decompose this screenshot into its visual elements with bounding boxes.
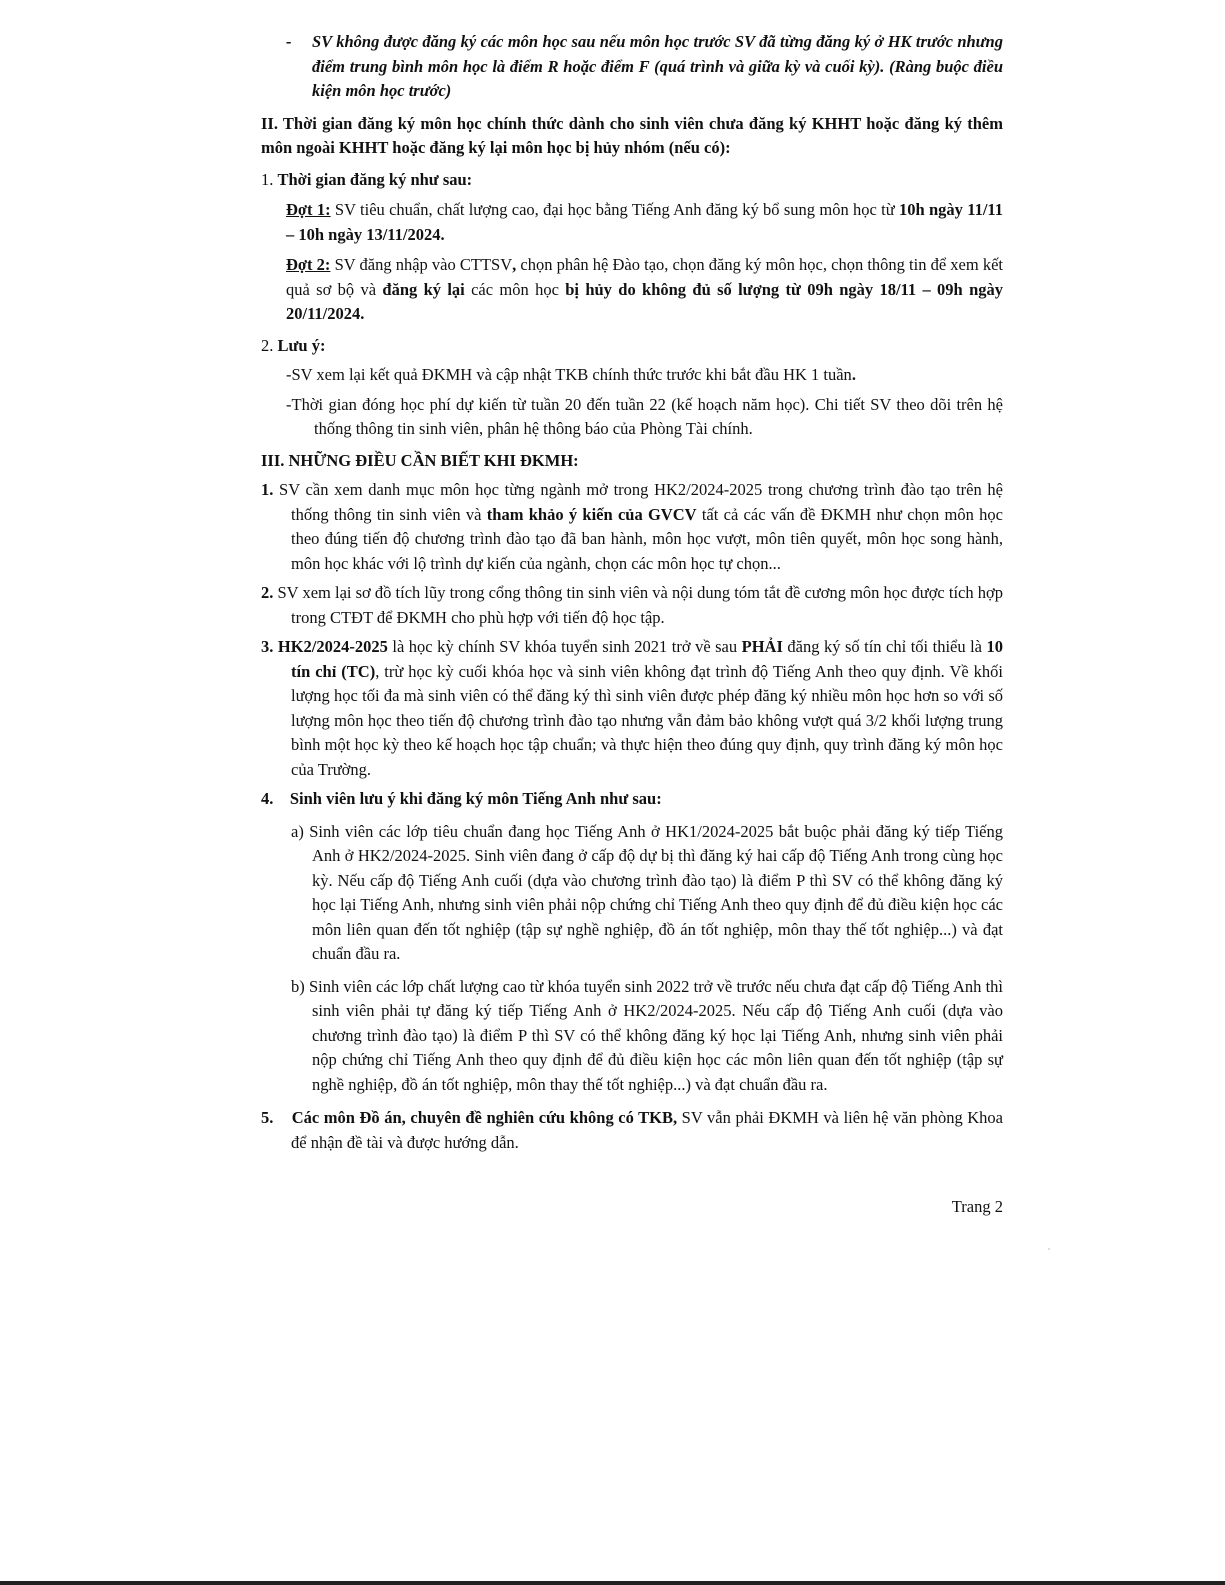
item-text-3: , trừ học kỳ cuối khóa học và sinh viên không đạt trình độ Tiếng Anh theo quy định. Về khối lượng học tối đa mà sinh viên có thể đăng ký thì sinh viên được phép đăng ký nhiều môn học hơn so với số lượng môn học theo tiến độ chương trình đào tạo nhưng vẫn đảm bảo không vượt quá 3/2 khối lượng trung bình một học kỳ theo kế hoạch học tập chuẩn; và thực hiện theo đúng quy định, quy trình đăng ký môn học của Trường. [291, 661, 1004, 779]
item-bold-2: PHẢI [741, 637, 783, 656]
scan-speck [1048, 1248, 1050, 1250]
bullet-text: SV không được đăng ký các môn học sau nếu môn học trước SV đã từng đăng ký ở HK trước nhưng điểm trung bình môn học là điểm R hoặc điểm F (quá trình và giữa kỳ và cuối kỳ). (Ràng buộc điều kiện môn học trước) [312, 32, 1003, 100]
section-3-item-2 [261, 581, 1003, 630]
item-number: 2. [261, 335, 274, 355]
registration-round-2 [286, 253, 1003, 327]
section-3-item-1 [261, 478, 1003, 576]
section-3-heading: III. NHỮNG ĐIỀU CẦN BIẾT KHI ĐKMH: [261, 450, 579, 470]
english-note-b: b) Sinh viên các lớp chất lượng cao từ khóa tuyển sinh 2022 trở về trước nếu chưa đạt cấp độ Tiếng Anh thì sinh viên phải tự đăng ký tiếp Tiếng Anh ở HK2/2024-2025. Nếu cấp độ Tiếng Anh cuối (dựa vào chương trình đào tạo) là điểm P thì SV có thể không đăng ký học lại Tiếng Anh, nhưng sinh viên phải nộp chứng chỉ Tiếng Anh theo quy định để đủ điều kiện học các môn liên quan đến tốt nghiệp (tập sự nghề nghiệp, đồ án tốt nghiệp, môn thay thế tốt nghiệp...) và đạt chuẩn đầu ra. [291, 976, 1003, 1094]
section-2-item-1-heading [261, 168, 1003, 193]
round-1-label: Đợt 1: [286, 200, 331, 219]
round-2-bold-1: đăng ký lại [382, 279, 465, 299]
bullet-mark: - [286, 32, 292, 51]
registration-round-1 [286, 198, 1003, 247]
page-number: Trang 2 [951, 1197, 1003, 1216]
round-2-comma: , [512, 255, 517, 274]
prerequisite-bullet [286, 30, 1003, 104]
item-text: SV xem lại sơ đồ tích lũy trong cổng thông tin sinh viên và nội dung tóm tắt đề cương môn học được tích hợp trong CTĐT để ĐKMH cho phù hợp với tiến độ học tập. [273, 583, 1003, 627]
section-3-item-5 [261, 1106, 1003, 1155]
item-text: SV cần xem danh mục môn học từng ngành mở trong HK2/2024-2025 trong chương trình đào tạo trên hệ thống thông tin sinh viên và [273, 480, 1003, 524]
item-number: 4. [261, 789, 274, 808]
item-bold: tham khảo ý kiến của GVCV [486, 504, 697, 524]
section-2-item-2-heading [261, 334, 1003, 359]
item-text-2: đăng ký số tín chỉ tối thiểu là [782, 637, 987, 656]
item-number: 1. [261, 169, 274, 189]
round-1-time: 10h ngày 11/11 – 10h ngày 13/11/2024. [286, 200, 1003, 244]
note-1-end: . [851, 365, 856, 384]
page-bottom-border [0, 1581, 1225, 1585]
item-number: 2. [261, 583, 274, 602]
round-2-text-2: chọn phân hệ Đào tạo, chọn đăng ký môn học, chọn thông tin để xem kết quả sơ bộ và [286, 255, 1004, 299]
round-2-text: SV đăng nhập vào CTTSV [330, 255, 513, 274]
round-1-text: SV tiêu chuẩn, chất lượng cao, đại học bằng Tiếng Anh đăng ký bổ sung môn học từ [330, 200, 899, 219]
item-bold: Các môn Đồ án, chuyên đề nghiên cứu không có TKB, [291, 1108, 678, 1127]
note-1 [286, 363, 1003, 388]
page-content [261, 30, 1003, 1155]
section-3-item-4 [261, 787, 1003, 812]
note-2: -Thời gian đóng học phí dự kiến từ tuần 20 đến tuần 22 (kế hoạch năm học). Chi tiết SV theo dõi trên hệ thống thông tin sinh viên, phân hệ thông báo của Phòng Tài chính. [286, 394, 1003, 438]
item-bold-3: 10 tín chỉ (TC) [291, 637, 1004, 681]
section-3-item-3 [261, 635, 1003, 782]
section-2-heading: II. Thời gian đăng ký môn học chính thức dành cho sinh viên chưa đăng ký KHHT hoặc đăng ký thêm môn ngoài KHHT hoặc đăng ký lại môn học bị hủy nhóm (nếu có): [261, 113, 1003, 157]
item-title: Lưu ý: [277, 335, 326, 355]
item-number: 5. [261, 1108, 274, 1127]
item-title: Thời gian đăng ký như sau: [277, 169, 473, 189]
round-2-text-3: các môn học [464, 279, 566, 299]
note-1-text: -SV xem lại kết quả ĐKMH và cập nhật TKB chính thức trước khi bắt đầu HK 1 tuần [286, 365, 852, 384]
item-title: Sinh viên lưu ý khi đăng ký môn Tiếng Anh như sau: [289, 789, 662, 808]
item-text: SV vẫn phải ĐKMH và liên hệ văn phòng Khoa để nhận đề tài và được hướng dẫn. [291, 1108, 1004, 1152]
item-text-2: tất cả các vấn đề ĐKMH như chọn môn học theo đúng tiến độ chương trình đào tạo đã ban hành, môn học vượt, môn tiên quyết, môn học song hành, môn học khác với lộ trình dự kiến của ngành, chọn các môn học tự chọn... [291, 504, 1003, 573]
round-2-time: bị hủy do không đủ số lượng từ 09h ngày 18/11 – 09h ngày 20/11/2024. [286, 279, 1003, 323]
round-2-label: Đợt 2: [286, 255, 331, 274]
item-bold-1: HK2/2024-2025 [273, 637, 388, 656]
english-note-a: a) Sinh viên các lớp tiêu chuẩn đang học Tiếng Anh ở HK1/2024-2025 bắt buộc phải đăng ký tiếp Tiếng Anh ở HK2/2024-2025. Sinh viên đang ở cấp độ dự bị thì đăng ký hai cấp độ Tiếng Anh trong cùng học kỳ. Nếu cấp độ Tiếng Anh cuối (dựa vào chương trình đào tạo) là điểm P thì SV có thể không đăng ký học lại Tiếng Anh, nhưng sinh viên phải nộp chứng chỉ Tiếng Anh theo quy định để đủ điều kiện học các môn liên quan đến tốt nghiệp (tập sự nghề nghiệp, đồ án tốt nghiệp, môn thay thế tốt nghiệp...) và đạt chuẩn đầu ra. [291, 821, 1003, 963]
item-text: là học kỳ chính SV khóa tuyển sinh 2021 trở về sau [387, 637, 742, 656]
item-number: 3. [261, 637, 274, 656]
item-number: 1. [261, 480, 274, 499]
